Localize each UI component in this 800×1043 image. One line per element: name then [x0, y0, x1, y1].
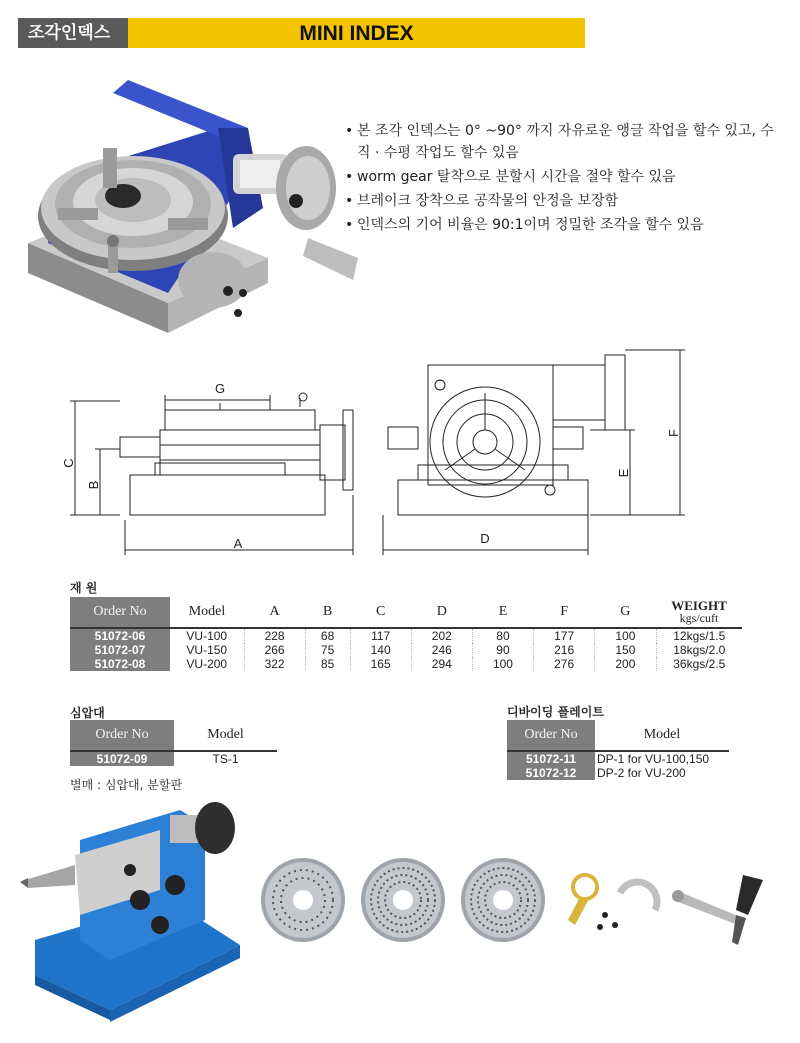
weight-cell: 12kgs/1.5	[673, 629, 726, 643]
dim-label-b: B	[86, 480, 101, 490]
order-no-cell: 51072-11	[507, 751, 595, 766]
plate-1	[261, 858, 345, 942]
feature-item: • 브레이크 장착으로 공작물의 안정을 보장함	[345, 190, 775, 212]
weight-header-1: WEIGHT	[671, 598, 727, 613]
col-e: E	[498, 604, 508, 619]
plates-title: 디바이딩 플레이트	[507, 705, 604, 719]
table-row	[507, 766, 729, 780]
weight-cell: 18kgs/2.0	[673, 643, 726, 657]
col-g: G	[620, 604, 631, 619]
value-cell: 216	[534, 643, 595, 657]
value-cell: 200	[595, 657, 656, 671]
plate-2	[361, 858, 445, 942]
col-weight	[656, 597, 742, 628]
model-cell: VU-100	[170, 628, 244, 643]
feature-item: • 인덱스의 기어 비율은 90:1이며 정밀한 조각을 할수 있음	[345, 214, 775, 236]
value-cell: 177	[534, 628, 595, 643]
dim-label-f: F	[666, 429, 681, 437]
order-no-cell: 51072-12	[507, 766, 595, 780]
order-no-cell: 51072-06	[70, 628, 170, 643]
accessory-note: 별매 : 심압대, 분할판	[70, 778, 183, 792]
value-cell: 202	[411, 628, 472, 643]
feature-item: • 본 조각 인덱스는 0° ~90° 까지 자유로운 앵글 작업을 할수 있고, 수직 · 수평 작업도 할수 있음	[345, 120, 775, 164]
col-c: C	[375, 604, 386, 619]
spec-header-row	[70, 597, 742, 628]
feature-list	[345, 120, 775, 238]
value-cell: 322	[244, 657, 305, 671]
order-no-cell: 51072-09	[70, 751, 174, 766]
tailstock-title: 심압대	[70, 706, 105, 720]
tailstock-header-row	[70, 720, 277, 751]
dimension-drawing	[60, 345, 700, 560]
value-cell: 228	[244, 628, 305, 643]
model-cell: DP-1 for VU-100,150	[597, 752, 710, 766]
mini-index-photo	[18, 68, 363, 338]
dim-label-d: D	[480, 531, 490, 546]
feature-item: • worm gear 탈착으로 분할시 시간을 절약 할수 있음	[345, 166, 775, 188]
col-order-no: Order No	[507, 720, 595, 751]
value-cell: 150	[595, 643, 656, 657]
col-order-no: Order No	[70, 720, 174, 751]
value-cell: 276	[534, 657, 595, 671]
model-cell: TS-1	[212, 752, 239, 766]
value-cell: 246	[411, 643, 472, 657]
spec-table	[70, 597, 742, 671]
category-label: 조각인덱스	[18, 18, 128, 48]
page-title: MINI INDEX	[128, 18, 585, 48]
col-model: Model	[643, 727, 681, 742]
col-a: A	[269, 604, 280, 619]
value-cell: 100	[595, 628, 656, 643]
dim-label-e: E	[616, 468, 631, 478]
model-cell: VU-150	[170, 643, 244, 657]
order-no-cell: 51072-08	[70, 657, 170, 671]
weight-header-2: kgs/cuft	[679, 611, 719, 625]
model-cell: DP-2 for VU-200	[597, 766, 686, 780]
col-b: B	[322, 604, 333, 619]
crank-handle-photo	[668, 870, 778, 950]
table-row	[70, 643, 742, 657]
value-cell: 100	[472, 657, 533, 671]
tailstock-photo	[20, 800, 245, 1025]
col-order-no: Order No	[70, 597, 170, 628]
value-cell: 266	[244, 643, 305, 657]
value-cell: 80	[472, 628, 533, 643]
col-f: F	[560, 604, 569, 619]
table-row	[507, 751, 729, 766]
value-cell: 85	[305, 657, 350, 671]
plate-3	[461, 858, 545, 942]
sector-arms-photo	[560, 865, 665, 940]
value-cell: 68	[305, 628, 350, 643]
value-cell: 294	[411, 657, 472, 671]
value-cell: 165	[350, 657, 411, 671]
table-row	[70, 657, 742, 671]
table-row	[70, 628, 742, 643]
dim-label-g: G	[214, 381, 226, 396]
col-model: Model	[207, 727, 244, 742]
weight-cell: 36kgs/2.5	[673, 657, 726, 671]
value-cell: 140	[350, 643, 411, 657]
table-row	[70, 751, 277, 766]
tailstock-table	[70, 720, 277, 766]
value-cell: 117	[350, 628, 411, 643]
order-no-cell: 51072-07	[70, 643, 170, 657]
front-view	[388, 355, 625, 515]
side-view	[120, 393, 353, 515]
dividing-plates-photo	[258, 855, 548, 950]
plates-header-row	[507, 720, 729, 751]
value-cell: 75	[305, 643, 350, 657]
dim-label-c: C	[61, 458, 76, 468]
spec-title: 재 원	[70, 581, 98, 595]
value-cell: 90	[472, 643, 533, 657]
plates-table	[507, 720, 729, 780]
col-model: Model	[188, 604, 226, 619]
col-d: D	[436, 604, 447, 619]
model-cell: VU-200	[170, 657, 244, 671]
dim-label-a: A	[233, 536, 243, 551]
